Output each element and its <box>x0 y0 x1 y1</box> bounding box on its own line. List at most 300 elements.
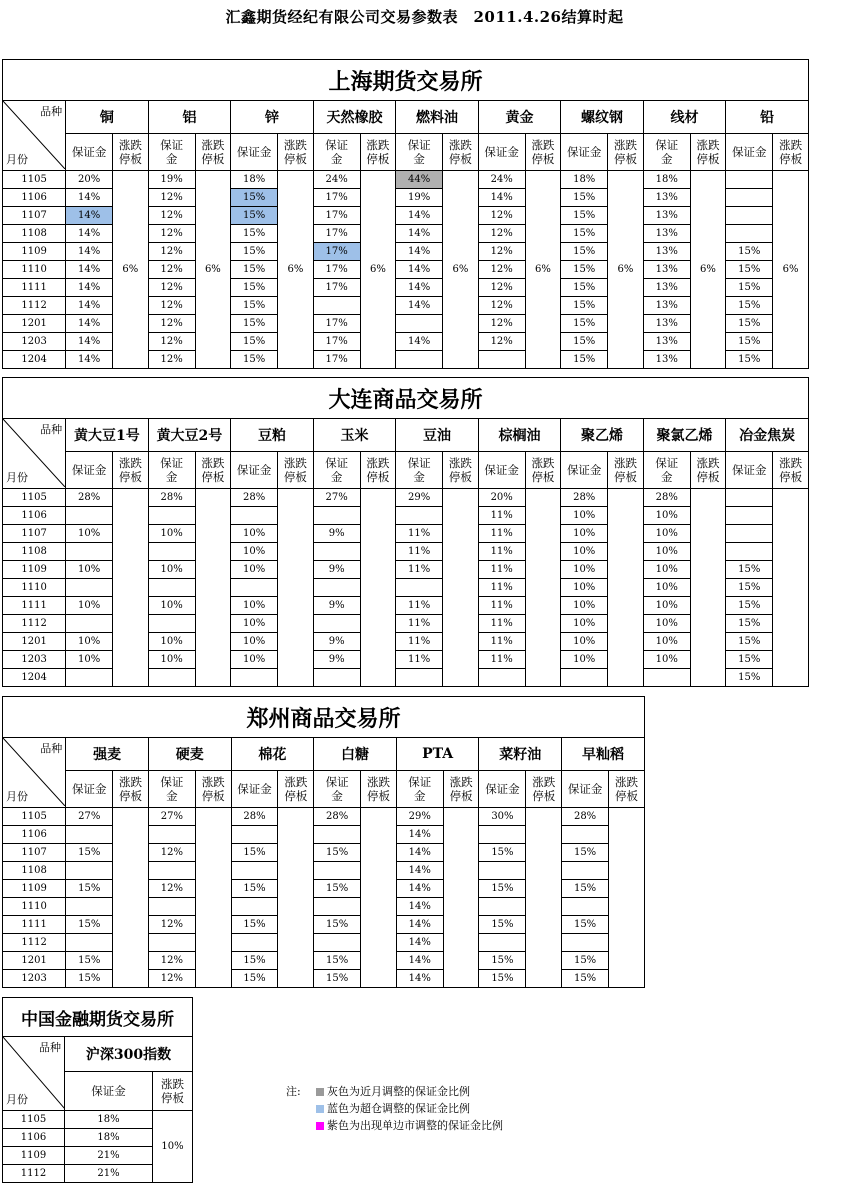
margin-cell: 10% <box>231 615 278 633</box>
margin-cell: 12% <box>478 207 525 225</box>
margin-cell <box>148 862 195 880</box>
margin-cell: 14% <box>396 916 443 934</box>
limit-cell <box>278 808 314 988</box>
margin-cell: 18% <box>231 171 278 189</box>
month-cell: 1204 <box>3 351 66 369</box>
legend-swatch-blue <box>316 1105 324 1113</box>
corner-header <box>3 1037 65 1111</box>
margin-cell: 18% <box>65 1111 153 1129</box>
margin-cell <box>726 189 773 207</box>
margin-cell: 12% <box>478 333 525 351</box>
margin-cell: 10% <box>561 561 608 579</box>
margin-cell: 15% <box>479 844 526 862</box>
margin-cell: 14% <box>396 898 443 916</box>
margin-cell: 12% <box>148 351 195 369</box>
limit-header: 涨跌 停板 <box>525 452 561 489</box>
month-row <box>3 808 645 826</box>
corner-label-product: 品种 <box>39 1041 61 1054</box>
margin-cell: 14% <box>66 351 113 369</box>
margin-cell: 15% <box>726 561 773 579</box>
margin-cell: 24% <box>478 171 525 189</box>
margin-cell: 9% <box>313 561 360 579</box>
margin-cell: 28% <box>231 808 278 826</box>
product-name: 豆油 <box>396 419 479 452</box>
margin-cell: 15% <box>479 880 526 898</box>
margin-cell: 27% <box>313 489 360 507</box>
margin-cell: 10% <box>148 561 195 579</box>
margin-cell: 21% <box>65 1165 153 1183</box>
margin-cell: 20% <box>66 171 113 189</box>
margin-cell: 15% <box>726 351 773 369</box>
margin-cell: 13% <box>643 189 690 207</box>
margin-cell: 11% <box>478 543 525 561</box>
margin-cell: 15% <box>562 970 609 988</box>
margin-cell: 13% <box>643 225 690 243</box>
margin-cell: 13% <box>643 279 690 297</box>
margin-cell: 15% <box>231 297 278 315</box>
margin-cell: 12% <box>478 315 525 333</box>
margin-cell: 14% <box>396 279 443 297</box>
margin-cell: 15% <box>726 279 773 297</box>
margin-cell <box>66 579 113 597</box>
margin-cell: 10% <box>561 651 608 669</box>
limit-header: 涨跌 停板 <box>608 134 644 171</box>
corner-header <box>3 738 66 808</box>
margin-cell: 15% <box>726 579 773 597</box>
margin-cell: 10% <box>66 525 113 543</box>
margin-cell <box>148 826 195 844</box>
margin-cell: 10% <box>148 525 195 543</box>
margin-cell <box>148 669 195 687</box>
limit-cell <box>690 489 726 687</box>
margin-cell: 15% <box>726 315 773 333</box>
product-name: 冶金焦炭 <box>726 419 809 452</box>
margin-header: 保证金 <box>66 771 113 808</box>
margin-cell: 15% <box>479 916 526 934</box>
margin-cell: 15% <box>726 615 773 633</box>
margin-cell: 28% <box>562 808 609 826</box>
margin-cell: 15% <box>561 261 608 279</box>
month-cell: 1105 <box>3 489 66 507</box>
cffex-table <box>2 997 193 1183</box>
margin-cell: 14% <box>396 826 443 844</box>
margin-cell: 11% <box>396 651 443 669</box>
exchange-name: 上海期货交易所 <box>3 60 809 101</box>
margin-cell: 17% <box>313 261 360 279</box>
margin-cell: 15% <box>66 952 113 970</box>
margin-cell <box>313 543 360 561</box>
margin-cell: 10% <box>643 633 690 651</box>
legend-text-blue: 蓝色为超仓调整的保证金比例 <box>327 1102 470 1115</box>
margin-cell <box>231 934 278 952</box>
limit-header: 涨跌 停板 <box>608 452 644 489</box>
month-cell: 1108 <box>3 543 66 561</box>
product-name: 黄金 <box>478 101 561 134</box>
margin-header: 保证 金 <box>314 771 361 808</box>
margin-cell: 28% <box>66 489 113 507</box>
subheader-row <box>3 452 809 489</box>
margin-cell: 10% <box>561 633 608 651</box>
margin-cell: 15% <box>561 243 608 261</box>
exchange-name-row <box>3 378 809 419</box>
legend-row <box>286 1100 503 1117</box>
margin-cell: 14% <box>66 261 113 279</box>
margin-cell: 11% <box>478 579 525 597</box>
margin-cell: 15% <box>231 844 278 862</box>
margin-cell: 28% <box>561 489 608 507</box>
month-cell: 1201 <box>3 952 66 970</box>
margin-cell <box>726 525 773 543</box>
month-row <box>3 1111 193 1129</box>
margin-cell: 14% <box>396 844 443 862</box>
margin-cell: 15% <box>726 243 773 261</box>
month-cell: 1109 <box>3 243 66 261</box>
margin-cell <box>479 862 526 880</box>
limit-cell <box>773 489 809 687</box>
margin-cell <box>148 615 195 633</box>
margin-cell: 13% <box>643 297 690 315</box>
margin-cell: 15% <box>726 297 773 315</box>
limit-header: 涨跌 停板 <box>113 134 149 171</box>
month-cell: 1111 <box>3 916 66 934</box>
margin-cell: 17% <box>313 333 360 351</box>
legend-swatch-gray <box>316 1088 324 1096</box>
margin-cell: 28% <box>314 808 361 826</box>
limit-header: 涨跌 停板 <box>690 134 726 171</box>
month-cell: 1106 <box>3 826 66 844</box>
limit-cell: 6% <box>773 171 809 369</box>
margin-cell: 14% <box>396 243 443 261</box>
limit-cell <box>608 489 644 687</box>
margin-cell: 14% <box>396 952 443 970</box>
corner-label-product: 品种 <box>40 105 63 118</box>
margin-cell <box>479 826 526 844</box>
month-cell: 1203 <box>3 970 66 988</box>
product-name: 棉花 <box>231 738 314 771</box>
margin-cell: 11% <box>396 615 443 633</box>
margin-cell: 13% <box>643 243 690 261</box>
margin-cell: 10% <box>231 525 278 543</box>
margin-cell: 13% <box>643 261 690 279</box>
margin-cell: 14% <box>66 189 113 207</box>
margin-cell: 15% <box>314 880 361 898</box>
margin-cell: 15% <box>561 279 608 297</box>
month-cell: 1105 <box>3 808 66 826</box>
margin-cell: 9% <box>313 525 360 543</box>
limit-header: 涨跌 停板 <box>153 1072 193 1111</box>
product-name: 玉米 <box>313 419 396 452</box>
margin-cell: 15% <box>231 880 278 898</box>
margin-cell <box>66 898 113 916</box>
margin-header: 保证金 <box>66 452 113 489</box>
month-cell: 1112 <box>3 615 66 633</box>
margin-header: 保证 金 <box>396 134 443 171</box>
exchange-name: 中国金融期货交易所 <box>3 998 193 1037</box>
month-cell: 1107 <box>3 525 66 543</box>
czce-table <box>2 696 645 988</box>
margin-cell: 15% <box>726 669 773 687</box>
product-row <box>3 1037 193 1072</box>
month-row <box>3 489 809 507</box>
margin-cell <box>726 507 773 525</box>
legend <box>286 1083 503 1134</box>
limit-header: 涨跌 停板 <box>195 452 231 489</box>
margin-cell: 15% <box>726 651 773 669</box>
margin-cell <box>313 507 360 525</box>
margin-cell: 15% <box>479 952 526 970</box>
margin-cell: 14% <box>66 333 113 351</box>
margin-cell: 15% <box>726 633 773 651</box>
margin-cell <box>726 543 773 561</box>
margin-cell: 10% <box>231 543 278 561</box>
margin-cell <box>66 934 113 952</box>
limit-cell <box>361 808 397 988</box>
margin-cell <box>562 898 609 916</box>
margin-cell: 14% <box>396 333 443 351</box>
month-cell: 1108 <box>3 862 66 880</box>
product-name: 聚乙烯 <box>561 419 644 452</box>
margin-header: 保证金 <box>479 771 526 808</box>
margin-cell: 10% <box>231 561 278 579</box>
margin-cell <box>148 543 195 561</box>
legend-row <box>286 1117 503 1134</box>
margin-cell: 10% <box>66 651 113 669</box>
month-cell: 1110 <box>3 579 66 597</box>
margin-cell: 12% <box>478 243 525 261</box>
legend-prefix: 注: <box>286 1085 301 1098</box>
margin-cell <box>478 669 525 687</box>
limit-header: 涨跌 停板 <box>773 452 809 489</box>
margin-cell: 12% <box>148 880 195 898</box>
margin-cell: 14% <box>396 934 443 952</box>
month-cell: 1105 <box>3 1111 65 1129</box>
margin-cell <box>231 507 278 525</box>
margin-cell: 15% <box>314 916 361 934</box>
margin-cell: 14% <box>396 970 443 988</box>
margin-cell: 15% <box>561 315 608 333</box>
margin-cell <box>148 898 195 916</box>
margin-header: 保证 金 <box>643 452 690 489</box>
margin-cell: 15% <box>231 261 278 279</box>
margin-cell: 10% <box>561 507 608 525</box>
margin-cell: 15% <box>66 970 113 988</box>
margin-header: 保证金 <box>231 134 278 171</box>
margin-cell: 15% <box>231 351 278 369</box>
margin-header: 保证金 <box>726 134 773 171</box>
margin-cell: 15% <box>66 916 113 934</box>
margin-header: 保证 金 <box>396 771 443 808</box>
margin-cell: 10% <box>561 579 608 597</box>
margin-cell: 15% <box>562 952 609 970</box>
margin-cell: 15% <box>231 315 278 333</box>
margin-cell: 44% <box>396 171 443 189</box>
margin-cell: 21% <box>65 1147 153 1165</box>
margin-cell: 15% <box>66 880 113 898</box>
product-name: 硬麦 <box>148 738 231 771</box>
margin-cell: 15% <box>562 916 609 934</box>
legend-row <box>286 1083 503 1100</box>
margin-cell: 12% <box>148 952 195 970</box>
margin-cell: 10% <box>148 597 195 615</box>
product-row <box>3 738 645 771</box>
margin-cell: 12% <box>478 297 525 315</box>
limit-cell <box>525 489 561 687</box>
margin-cell: 15% <box>561 333 608 351</box>
limit-header: 涨跌 停板 <box>195 771 231 808</box>
margin-cell: 12% <box>478 279 525 297</box>
margin-cell: 10% <box>231 651 278 669</box>
margin-cell: 15% <box>231 952 278 970</box>
margin-header: 保证金 <box>478 134 525 171</box>
corner-label-month: 月份 <box>6 790 28 803</box>
limit-cell: 6% <box>278 171 314 369</box>
margin-cell: 18% <box>643 171 690 189</box>
margin-cell <box>396 507 443 525</box>
limit-header: 涨跌 停板 <box>278 452 314 489</box>
margin-cell: 15% <box>66 844 113 862</box>
limit-header: 涨跌 停板 <box>526 771 562 808</box>
dce-table <box>2 377 809 687</box>
margin-cell <box>478 351 525 369</box>
margin-cell <box>314 862 361 880</box>
margin-cell <box>314 898 361 916</box>
month-cell: 1109 <box>3 1147 65 1165</box>
margin-cell: 14% <box>66 243 113 261</box>
product-name: 黄大豆2号 <box>148 419 231 452</box>
margin-header: 保证金 <box>478 452 525 489</box>
margin-cell: 9% <box>313 651 360 669</box>
margin-cell: 11% <box>478 561 525 579</box>
subheader-row <box>3 771 645 808</box>
exchange-name-row <box>3 998 193 1037</box>
margin-header: 保证 金 <box>313 134 360 171</box>
margin-header: 保证 金 <box>148 771 195 808</box>
margin-cell: 14% <box>478 189 525 207</box>
margin-cell <box>562 826 609 844</box>
margin-cell: 15% <box>231 916 278 934</box>
margin-cell: 12% <box>148 261 195 279</box>
margin-cell: 12% <box>148 297 195 315</box>
corner-label-month: 月份 <box>6 1093 28 1106</box>
margin-cell: 12% <box>148 844 195 862</box>
limit-header: 涨跌 停板 <box>525 134 561 171</box>
corner-header <box>3 101 66 171</box>
margin-cell: 18% <box>561 171 608 189</box>
margin-cell <box>148 579 195 597</box>
month-cell: 1106 <box>3 189 66 207</box>
limit-cell <box>195 489 231 687</box>
margin-cell: 12% <box>148 333 195 351</box>
margin-cell <box>479 898 526 916</box>
subheader-row <box>3 134 809 171</box>
margin-cell: 15% <box>314 970 361 988</box>
month-cell: 1111 <box>3 279 66 297</box>
margin-cell <box>231 669 278 687</box>
margin-cell: 12% <box>148 207 195 225</box>
month-cell: 1203 <box>3 651 66 669</box>
margin-cell <box>561 669 608 687</box>
limit-cell: 10% <box>153 1111 193 1183</box>
margin-cell: 10% <box>643 507 690 525</box>
margin-cell: 11% <box>478 525 525 543</box>
margin-cell: 10% <box>643 561 690 579</box>
margin-cell: 17% <box>313 279 360 297</box>
limit-header: 涨跌 停板 <box>278 771 314 808</box>
margin-cell: 13% <box>643 207 690 225</box>
limit-cell: 6% <box>525 171 561 369</box>
limit-header: 涨跌 停板 <box>360 452 396 489</box>
margin-cell: 17% <box>313 351 360 369</box>
margin-cell: 14% <box>396 880 443 898</box>
product-name: 白糖 <box>314 738 397 771</box>
margin-cell: 10% <box>231 597 278 615</box>
margin-cell <box>562 934 609 952</box>
margin-cell: 12% <box>148 970 195 988</box>
margin-cell: 15% <box>561 189 608 207</box>
margin-cell: 14% <box>396 225 443 243</box>
margin-cell: 14% <box>396 862 443 880</box>
month-cell: 1105 <box>3 171 66 189</box>
limit-header: 涨跌 停板 <box>443 771 479 808</box>
margin-cell: 20% <box>478 489 525 507</box>
margin-cell <box>231 826 278 844</box>
product-name: 铜 <box>66 101 149 134</box>
margin-cell: 12% <box>148 189 195 207</box>
margin-cell <box>562 862 609 880</box>
limit-cell <box>526 808 562 988</box>
margin-cell: 11% <box>478 615 525 633</box>
margin-header: 保证金 <box>231 452 278 489</box>
margin-header: 保证 金 <box>148 452 195 489</box>
product-name: 黄大豆1号 <box>66 419 149 452</box>
margin-cell: 15% <box>561 225 608 243</box>
margin-cell: 15% <box>314 844 361 862</box>
month-cell: 1108 <box>3 225 66 243</box>
margin-cell: 15% <box>561 297 608 315</box>
limit-header: 涨跌 停板 <box>361 771 397 808</box>
margin-cell <box>396 579 443 597</box>
month-cell: 1111 <box>3 597 66 615</box>
limit-cell <box>113 808 149 988</box>
margin-cell: 15% <box>231 243 278 261</box>
month-cell: 1109 <box>3 561 66 579</box>
margin-cell: 27% <box>148 808 195 826</box>
month-cell: 1106 <box>3 507 66 525</box>
margin-cell: 11% <box>478 633 525 651</box>
month-cell: 1112 <box>3 297 66 315</box>
product-name: 强麦 <box>66 738 149 771</box>
margin-cell <box>643 669 690 687</box>
margin-cell: 15% <box>479 970 526 988</box>
product-name: 棕榈油 <box>478 419 561 452</box>
margin-cell: 15% <box>231 970 278 988</box>
corner-label-product: 品种 <box>40 423 63 436</box>
margin-cell: 15% <box>561 351 608 369</box>
margin-header: 保证金 <box>726 452 773 489</box>
margin-cell <box>231 898 278 916</box>
margin-cell: 18% <box>65 1129 153 1147</box>
margin-cell: 17% <box>313 315 360 333</box>
margin-cell: 10% <box>643 615 690 633</box>
margin-cell: 14% <box>66 297 113 315</box>
margin-cell: 15% <box>231 279 278 297</box>
margin-cell <box>726 171 773 189</box>
margin-cell: 30% <box>479 808 526 826</box>
limit-cell <box>195 808 231 988</box>
month-cell: 1106 <box>3 1129 65 1147</box>
product-name: PTA <box>396 738 479 771</box>
margin-header: 保证金 <box>66 134 113 171</box>
